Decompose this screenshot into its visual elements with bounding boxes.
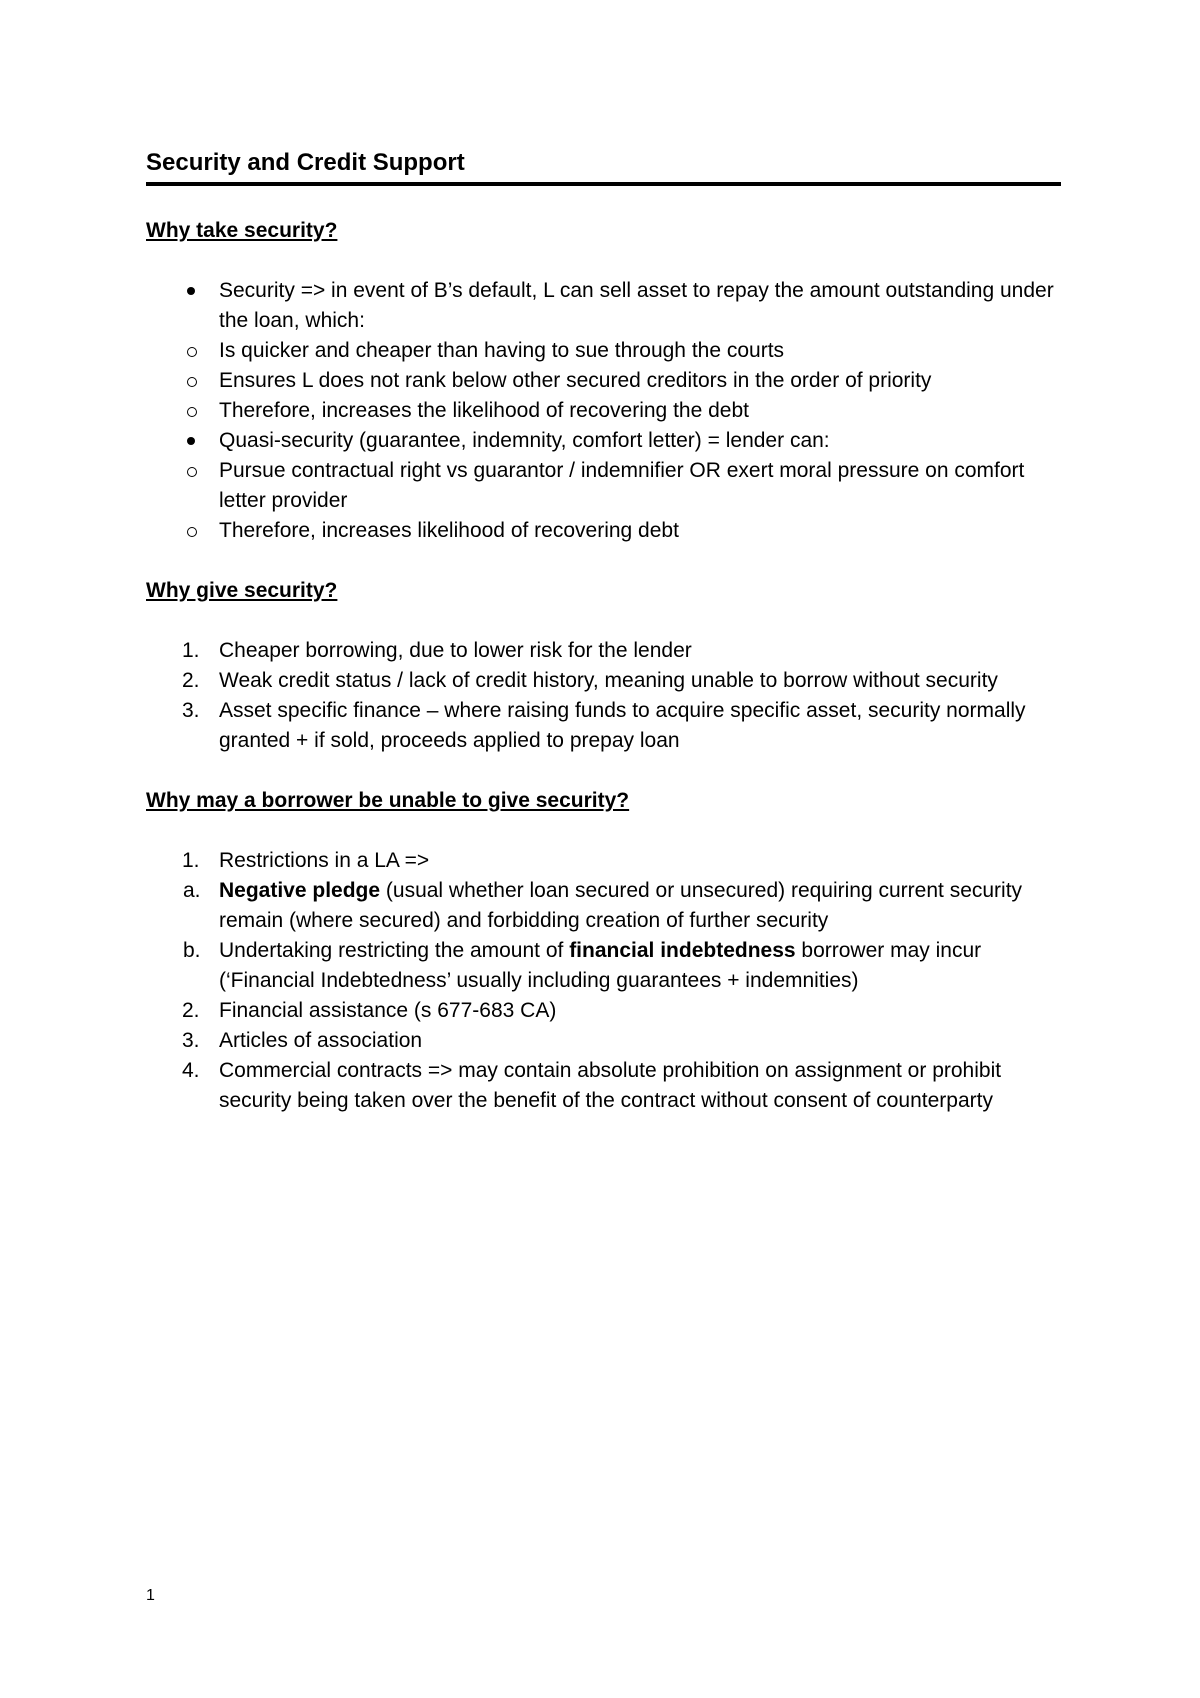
list-number: 4.	[182, 1059, 200, 1082]
lettered-sub-list	[183, 876, 1061, 996]
document-body	[146, 146, 1061, 1116]
list-item-text: Articles of association	[219, 1029, 423, 1052]
hollow-bullet-icon	[187, 347, 197, 357]
document-title: Security and Credit Support	[146, 146, 1061, 186]
list-item-text: Security => in event of B’s default, L can sell asset to repay the amount outstanding under the loan, which:	[219, 279, 1054, 332]
sub-list-item-text: Is quicker and cheaper than having to sue through the courts	[219, 339, 785, 362]
sub-list-item-text: Ensures L does not rank below other secured creditors in the order of priority	[219, 369, 932, 392]
list-item-text: Weak credit status / lack of credit history, meaning unable to borrow without security	[219, 669, 998, 692]
list-number: 3.	[182, 1029, 200, 1052]
sub-list-item	[219, 336, 1061, 366]
hollow-bullet-icon	[187, 407, 197, 417]
list-letter: b.	[183, 939, 201, 962]
section-heading: Why may a borrower be unable to give security?	[146, 789, 630, 812]
sub-list-item-text: Pursue contractual right vs guarantor / indemnifier OR exert moral pressure on comfort letter provider	[219, 459, 1025, 512]
section-heading: Why give security?	[146, 579, 338, 602]
sub-list	[219, 336, 1061, 426]
list-item-text: Asset specific finance – where raising funds to acquire specific asset, security normally granted + if sold, proceeds applied to prepay loan	[219, 699, 1026, 752]
list-item	[146, 666, 1061, 696]
sub-list-item-text: Therefore, increases the likelihood of recovering the debt	[219, 399, 749, 422]
list-number: 1.	[182, 849, 200, 872]
bullet-dot-icon	[187, 287, 195, 295]
bullet-list	[146, 276, 1061, 546]
list-item	[146, 1026, 1061, 1056]
list-item	[146, 276, 1061, 426]
list-item-text: Quasi-security (guarantee, indemnity, comfort letter) = lender can:	[219, 429, 830, 452]
list-item-text: Restrictions in a LA =>	[219, 849, 430, 872]
bullet-dot-icon	[187, 437, 195, 445]
sub-list-item	[219, 456, 1061, 516]
numbered-list	[146, 846, 1061, 1116]
sub-list-item	[219, 516, 1061, 546]
sub-list-item-text: (usual whether loan secured or unsecured) requiring current security remain (where secured) and forbidding creation of further security	[219, 879, 1023, 932]
bold-term: financial indebtedness	[569, 939, 796, 962]
sub-list-item	[219, 396, 1061, 426]
bold-term: Negative pledge	[219, 879, 381, 902]
list-item	[146, 636, 1061, 666]
list-letter: a.	[183, 879, 201, 902]
list-item	[146, 696, 1061, 756]
list-number: 2.	[182, 669, 200, 692]
hollow-bullet-icon	[187, 377, 197, 387]
list-number: 3.	[182, 699, 200, 722]
section-why-give-security	[146, 576, 1061, 756]
sub-list-item-text: borrower may incur (‘Financial Indebtedness’ usually including guarantees + indemnities)	[219, 939, 982, 992]
sub-list	[219, 456, 1061, 546]
list-item-text: Financial assistance (s 677-683 CA)	[219, 999, 557, 1022]
list-number: 1.	[182, 639, 200, 662]
list-number: 2.	[182, 999, 200, 1022]
list-item-text: Commercial contracts => may contain absolute prohibition on assignment or prohibit security being taken over the benefit of the contract without consent of counterparty	[219, 1059, 1002, 1112]
sub-list-item	[183, 876, 1061, 936]
list-item-text: Cheaper borrowing, due to lower risk for the lender	[219, 639, 692, 662]
page-number: 1	[146, 1587, 155, 1604]
section-why-unable-to-give-security	[146, 786, 1061, 1116]
hollow-bullet-icon	[187, 467, 197, 477]
list-item	[146, 1056, 1061, 1116]
sub-list-item-text: Undertaking restricting the amount of	[219, 939, 570, 962]
section-heading: Why take security?	[146, 219, 338, 242]
list-item	[146, 996, 1061, 1026]
sub-list-item	[183, 936, 1061, 996]
numbered-list	[146, 636, 1061, 756]
list-item	[146, 846, 1061, 996]
hollow-bullet-icon	[187, 527, 197, 537]
sub-list-item-text: Therefore, increases likelihood of recovering debt	[219, 519, 679, 542]
sub-list-item	[219, 366, 1061, 396]
section-why-take-security	[146, 216, 1061, 546]
list-item	[146, 426, 1061, 546]
